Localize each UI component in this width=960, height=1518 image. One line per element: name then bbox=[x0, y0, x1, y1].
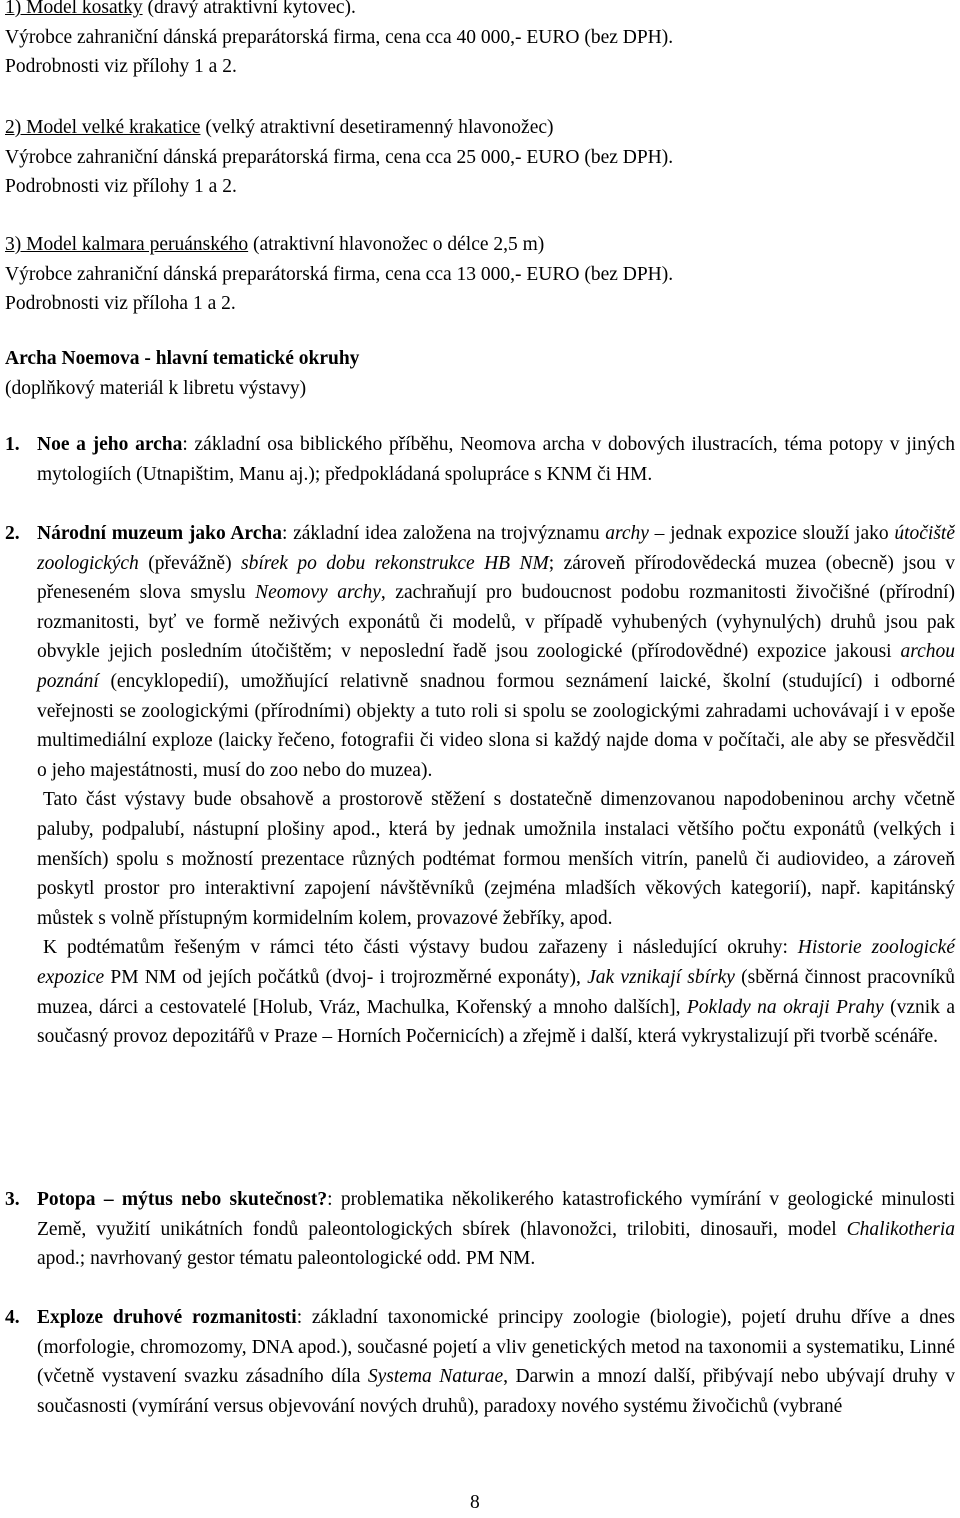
model-title-line bbox=[5, 113, 955, 143]
item-body bbox=[37, 1185, 955, 1274]
item-paragraph-3 bbox=[37, 933, 955, 1051]
item-body bbox=[37, 519, 955, 1052]
section-header bbox=[5, 344, 955, 403]
text-run: : základní idea založena na trojvýznamu bbox=[281, 523, 606, 544]
item-title: Exploze druhové rozmanitosti bbox=[37, 1307, 297, 1328]
text-run: (převážně) bbox=[138, 552, 241, 574]
item-body bbox=[37, 1303, 955, 1421]
section-heading: Archa Noemova - hlavní tematické okruhy bbox=[5, 348, 360, 369]
page-number: 8 bbox=[470, 1492, 480, 1513]
italic-run: útočiště zoologických bbox=[37, 523, 955, 574]
model-title: 3) Model kalmara peruánského bbox=[5, 234, 249, 255]
item-text: : základní osa biblického příběhu, Neomova archa v dobových ilustracích, téma potopy v jiných mytologiích (Utnapištim, Manu aj.); předpokládaná spolupráce s KNM či HM. bbox=[37, 434, 955, 485]
italic-run: Chalikotheria bbox=[846, 1218, 955, 1240]
italic-run: archou poznání bbox=[37, 641, 955, 692]
model-title: 2) Model velké krakatice bbox=[5, 117, 201, 138]
model-note: (atraktivní hlavonožec o délce 2,5 m) bbox=[248, 234, 545, 255]
text-run: : základní taxonomické principy zoologie (biologie), pojetí druhu dříve a dnes (morfologie, chromozomy, DNA apod.), současné pojetí a vliv genetických metod na taxonomii a systematiku, Linné (včetně vystavení svazku zásadního díla bbox=[37, 1307, 955, 1388]
item-title: Národní muzeum jako Archa bbox=[37, 523, 282, 544]
model-title: 1) Model kosatky bbox=[5, 0, 143, 18]
item-body bbox=[37, 430, 955, 489]
item-number: 1. bbox=[5, 434, 20, 455]
italic-run: Historie zoologické expozice bbox=[37, 937, 955, 988]
model-maker-line: Výrobce zahraniční dánská preparátorská firma, cena cca 13 000,- EURO (bez DPH). bbox=[5, 263, 674, 285]
item-paragraph-2: Tato část výstavy bude obsahově a prostorově stěžení s dostatečně dimenzovanou napodobeninou archy včetně paluby, podpalubí, nástupní plošiny apod., která by jednak umožnila instalaci většího počtu exponátů (velkých i menších) spolu s možností prezentace různých podtémat formou menších vitrín, panelů či audiovideo, a zároveň poskytl prostor pro interaktivní zapojení návštěvníků (zejména mladších věkových kategorií), např. kapitánský můstek s volně přístupným kormidelním kolem, provazové žebříky, apod. bbox=[37, 789, 955, 929]
text-run: (encyklopedií), umožňující relativně snadnou formou seznámení laické, školní (studující) i odborné veřejnosti se zoologickými (přírodními) objekty a tuto roli si spolu se zoologickými zahradami uchovávají i v epoše multimediální exploze (laicky řečeno, fotografii či video slona si každý najde doma v počítači, ale aby se přesvědčil o jeho majestátnosti, musí do zoo nebo do muzea). bbox=[37, 670, 955, 781]
model-title-line bbox=[5, 230, 955, 260]
item-title: Noe a jeho archa bbox=[37, 434, 183, 455]
italic-run: Jak vznikají sbírky bbox=[587, 966, 735, 988]
text-run: ; zároveň přírodovědecká muzea (obecně) jsou v přeneseném slova smyslu bbox=[37, 552, 955, 604]
model-block-2 bbox=[5, 113, 955, 202]
item-paragraph-1 bbox=[37, 519, 955, 785]
text-run: (vznik a současný provoz depozitářů v Praze – Horních Počernicích) a zřejmě i další, která vykrystalizují při tvorbě scénáře. bbox=[37, 996, 955, 1048]
model-block-3 bbox=[5, 230, 955, 319]
model-maker-line: Výrobce zahraniční dánská preparátorská firma, cena cca 25 000,- EURO (bez DPH). bbox=[5, 146, 674, 168]
text-run: PM NM od jejích počátků (dvoj- i trojrozměrné exponáty), bbox=[104, 966, 588, 988]
italic-run: sbírek po dobu rekonstrukce HB NM bbox=[240, 552, 549, 574]
model-details-line: Podrobnosti viz příloha 1 a 2. bbox=[5, 293, 236, 315]
item-number: 3. bbox=[5, 1189, 20, 1210]
model-details-line: Podrobnosti viz přílohy 1 a 2. bbox=[5, 176, 237, 198]
text-run: , Darwin a mnozí další, přibývají nebo ubývají druhy v současnosti (vymírání versus objevování nových druhů), paradoxy nového systému živočichů (vybrané bbox=[37, 1366, 955, 1417]
italic-run: Neomovy archy bbox=[255, 582, 381, 604]
italic-run: Poklady na okraji Prahy bbox=[686, 996, 884, 1018]
model-maker-line: Výrobce zahraniční dánská preparátorská firma, cena cca 40 000,- EURO (bez DPH). bbox=[5, 26, 674, 48]
item-title: Potopa – mýtus nebo skutečnost? bbox=[37, 1189, 328, 1210]
italic-run: archy bbox=[605, 523, 649, 544]
text-run: – jednak expozice slouží jako bbox=[648, 523, 895, 544]
model-note: (dravý atraktivní kytovec). bbox=[142, 0, 356, 18]
italic-run: Systema Naturae bbox=[367, 1366, 504, 1388]
text-run: apod.; navrhovaný gestor tématu paleontologické odd. PM NM. bbox=[37, 1248, 536, 1270]
text-run: (sběrná činnost pracovníků muzea, dárci a cestovatelé [Holub, Vráz, Machulka, Kořenský a mnoho dalších], bbox=[37, 966, 955, 1018]
model-title-line bbox=[5, 0, 955, 23]
section-subheading: (doplňkový materiál k libretu výstavy) bbox=[5, 377, 307, 399]
model-details-line: Podrobnosti viz přílohy 1 a 2. bbox=[5, 56, 237, 78]
model-note: (velký atraktivní desetiramenný hlavonožec) bbox=[200, 117, 554, 138]
model-block-1 bbox=[5, 0, 955, 82]
text-run: , zachraňují pro budoucnost podobu rozmanitosti živočišné (přírodní) rozmanitosti, byť ve formě neživých exponátů či modelů, v případě vyhubených (vyhynulých) druhů jsou pak obvykle jejich posledním útočištěm; v neposlední řadě jsou zoologické (přírodovědné) expozice jakousi bbox=[37, 582, 956, 663]
text-run: K podtématům řešeným v rámci této části výstavy budou zařazeny i následující okruhy: bbox=[43, 937, 798, 959]
item-number: 2. bbox=[5, 523, 20, 544]
text-run: : problematika několikerého katastrofického vymírání v geologické minulosti Země, využití unikátních fondů paleontologických sbírek (hlavonožci, trilobiti, dinosauři, model bbox=[37, 1189, 956, 1240]
item-number: 4. bbox=[5, 1307, 20, 1328]
